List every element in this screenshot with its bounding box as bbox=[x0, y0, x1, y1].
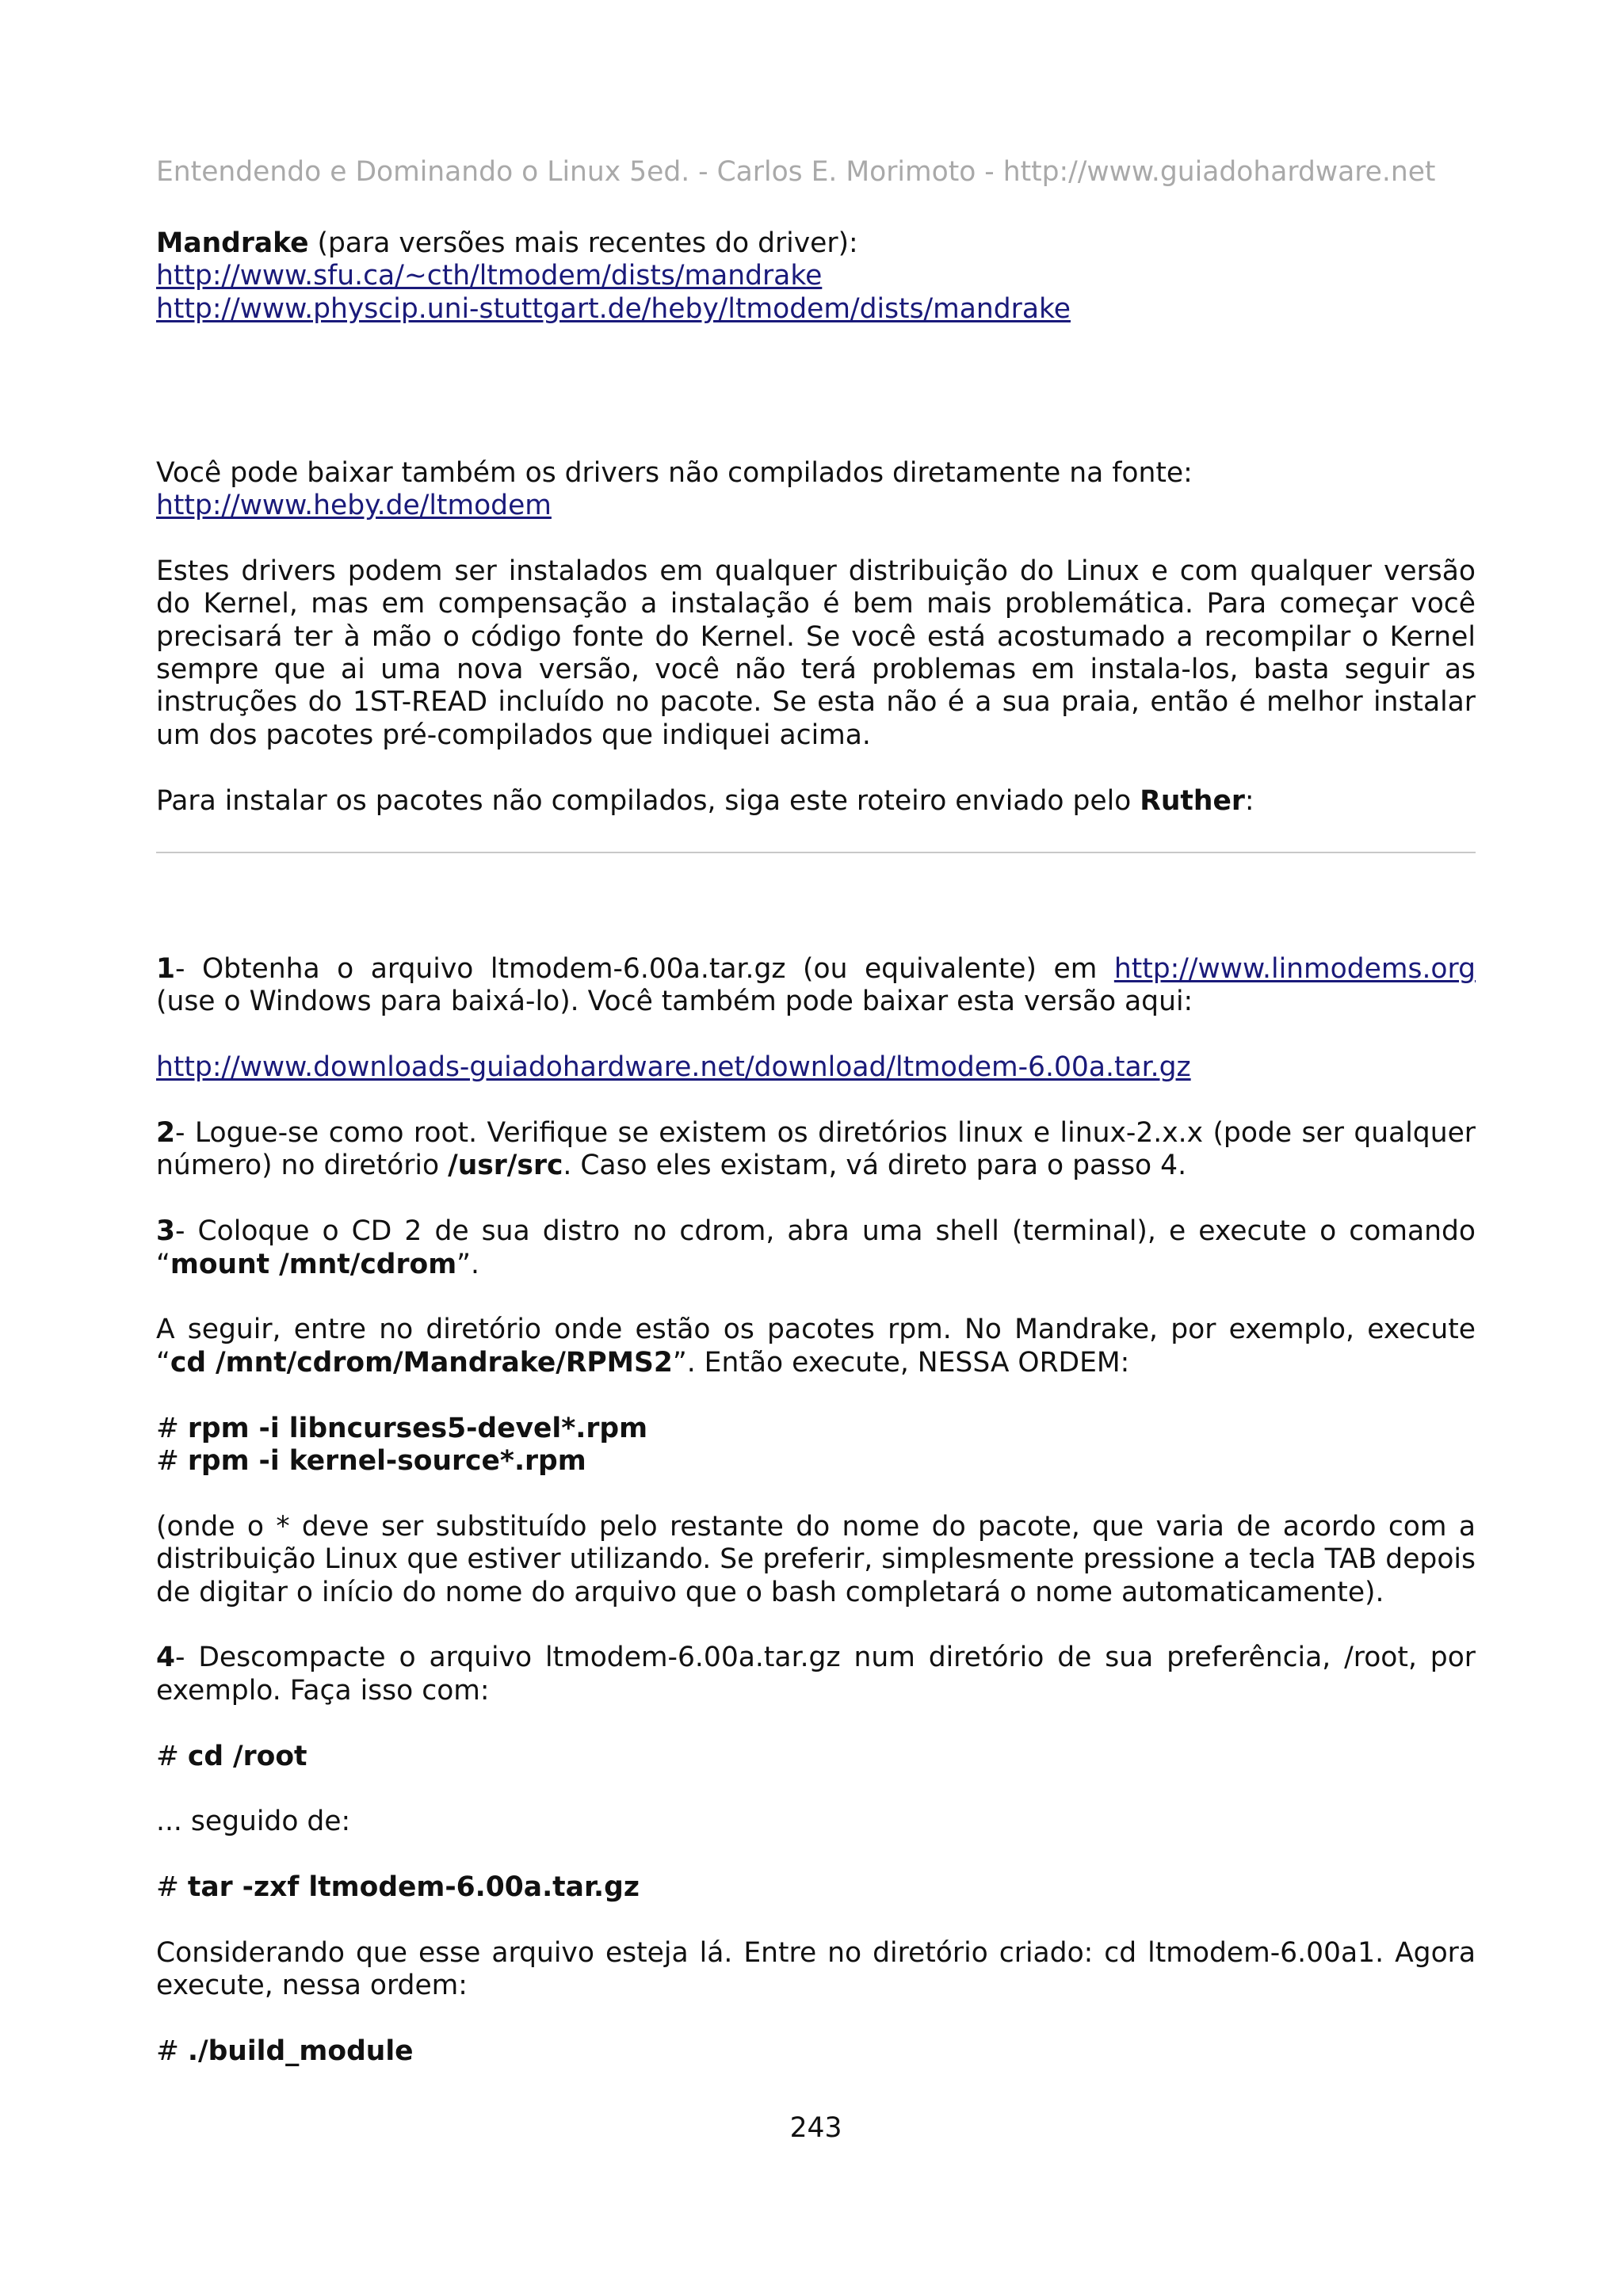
mandrake-link-sfu[interactable]: http://www.sfu.ca/~cth/ltmodem/dists/mandrake bbox=[156, 260, 823, 292]
spacer bbox=[156, 359, 1476, 457]
source-link[interactable]: http://www.heby.de/ltmodem bbox=[156, 490, 552, 522]
tar-command: tar -zxf ltmodem-6.00a.tar.gz bbox=[187, 1871, 640, 1904]
author-name: Ruther bbox=[1140, 784, 1245, 817]
download-link-block bbox=[156, 1051, 1476, 1084]
build-module-command-line: # ./build_module bbox=[156, 2035, 414, 2068]
step-1: 1- Obtenha o arquivo ltmodem-6.00a.tar.gz (ou equivalente) em http://www.linmodems.org (use o Windows para baixá-lo). Você também pode baixar esta versão aqui: bbox=[156, 953, 1476, 1018]
paragraph-drivers: Estes drivers podem ser instalados em qualquer distribuição do Linux e com qualquer versão do Kernel, mas em compensação a instalação é bem mais problemática. Para começar você precisará ter à mão o código fonte do Kernel. Se você está acostumado a recompilar o Kernel sempre que ai uma nova versão, você não terá problemas em instala-los, basta seguir as instruções do 1ST-READ incluído no pacote. Se esta não é a sua praia, então é melhor instalar um dos pacotes pré-compilados que indiquei acima. bbox=[156, 555, 1476, 751]
rpm-ncurses-command: rpm -i libncurses5-devel*.rpm bbox=[187, 1412, 648, 1444]
page-content bbox=[156, 227, 1476, 2101]
command-line: # rpm -i kernel-source*.rpm bbox=[156, 1445, 586, 1478]
cd-root-command-line: # cd /root bbox=[156, 1740, 307, 1772]
command-line: # rpm -i libncurses5-devel*.rpm bbox=[156, 1412, 648, 1444]
step-3: 3- Coloque o CD 2 de sua distro no cdrom, abra uma shell (terminal), e execute o comando “mount /mnt/cdrom”. bbox=[156, 1215, 1476, 1280]
step-2: 2- Logue-se como root. Verifique se existem os diretórios linux e linux-2.x.x (pode ser qualquer número) no diretório /usr/src. Caso eles existam, vá direto para o passo 4. bbox=[156, 1117, 1476, 1182]
rpm-kernel-source-command: rpm -i kernel-source*.rpm bbox=[187, 1445, 586, 1478]
build-module-command: ./build_module bbox=[187, 2035, 414, 2068]
mandrake-link-physcip[interactable]: http://www.physcip.uni-stuttgart.de/heby/ltmodem/dists/mandrake bbox=[156, 292, 1071, 325]
mandrake-note: (para versões mais recentes do driver): bbox=[308, 227, 858, 259]
rpm-commands bbox=[156, 1413, 1476, 1478]
source-block bbox=[156, 457, 1476, 523]
mount-command: mount /mnt/cdrom bbox=[170, 1248, 457, 1280]
step-number: 2 bbox=[156, 1117, 176, 1150]
paragraph-install-intro: Para instalar os pacotes não compilados, siga este roteiro enviado pelo Ruther: bbox=[156, 784, 1254, 817]
usr-src-dir: /usr/src bbox=[448, 1150, 563, 1182]
step-number: 4 bbox=[156, 1642, 176, 1674]
paragraph-enter-directory: Considerando que esse arquivo esteja lá. Entre no diretório criado: cd ltmodem-6.00a1. Agora execute, nessa ordem: bbox=[156, 1937, 1476, 2002]
step-4: 4- Descompacte o arquivo ltmodem-6.00a.tar.gz num diretório de sua preferência, /root, por exemplo. Faça isso com: bbox=[156, 1642, 1476, 1707]
download-link[interactable]: http://www.downloads-guiadohardware.net/download/ltmodem-6.00a.tar.gz bbox=[156, 1051, 1191, 1084]
cd-rpms-command: cd /mnt/cdrom/Mandrake/RPMS2 bbox=[170, 1346, 673, 1379]
tar-command-line: # tar -zxf ltmodem-6.00a.tar.gz bbox=[156, 1871, 640, 1904]
page-number: 243 bbox=[789, 2112, 842, 2144]
running-header: Entendendo e Dominando o Linux 5ed. - Carlos E. Morimoto - http://www.guiadohardware.net bbox=[156, 156, 1436, 188]
followed-by-text: ... seguido de: bbox=[156, 1806, 351, 1838]
cd-root-command: cd /root bbox=[187, 1740, 307, 1772]
mandrake-title: Mandrake bbox=[156, 227, 309, 259]
mandrake-block bbox=[156, 227, 1476, 326]
spacer bbox=[156, 852, 1476, 953]
step-3-continued: A seguir, entre no diretório onde estão os pacotes rpm. No Mandrake, por exemplo, execute “cd /mnt/cdrom/Mandrake/RPMS2”. Então execute, NESSA ORDEM: bbox=[156, 1314, 1476, 1379]
step-number: 3 bbox=[156, 1215, 176, 1248]
paragraph-wildcard-note: (onde o * deve ser substituído pelo restante do nome do pacote, que varia de acordo com a distribuição Linux que estiver utilizando. Se preferir, simplesmente pressione a tecla TAB depois de digitar o início do nome do arquivo que o bash completará o nome automaticamente). bbox=[156, 1510, 1476, 1608]
step-number: 1 bbox=[156, 953, 176, 986]
linmodems-link[interactable]: http://www.linmodems.org bbox=[1113, 953, 1476, 986]
source-text: Você pode baixar também os drivers não compilados diretamente na fonte: bbox=[156, 456, 1193, 489]
